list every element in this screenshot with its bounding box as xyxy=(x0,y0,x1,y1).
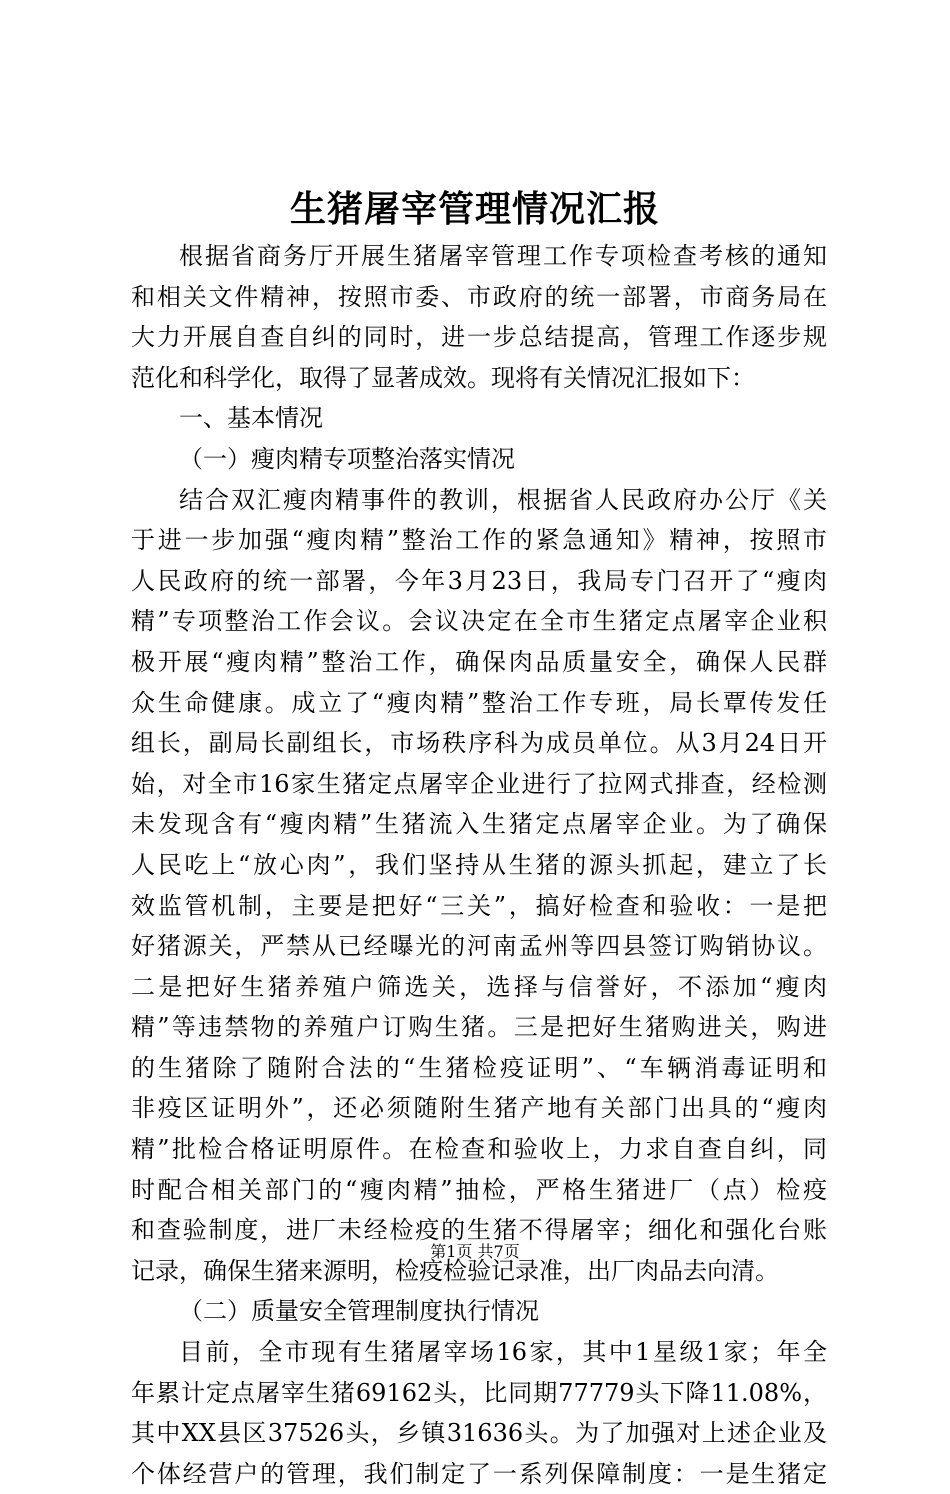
paragraph-line: 于进一步加强“瘦肉精”整治工作的紧急通知》精神，按照市 xyxy=(131,526,827,555)
document-body xyxy=(131,236,827,1494)
subsection-heading: （二）质量安全管理制度执行情况 xyxy=(179,1297,539,1326)
paragraph-line: 众生命健康。成立了“瘦肉精”整治工作专班，局长覃传发任 xyxy=(131,688,827,717)
paragraph-line: 年累计定点屠宰生猪69162头，比同期77779头下降11.08%， xyxy=(131,1378,827,1407)
paragraph-line: 人民政府的统一部署，今年3月23日，我局专门召开了“瘦肉 xyxy=(131,566,827,595)
paragraph-line: 效监管机制，主要是把好“三关”，搞好检查和验收：一是把 xyxy=(131,891,827,920)
document-title: 生猪屠宰管理情况汇报 xyxy=(289,188,660,230)
paragraph-line: 极开展“瘦肉精”整治工作，确保肉品质量安全，确保人民群 xyxy=(131,647,827,676)
paragraph-line: 大力开展自查自纠的同时，进一步总结提高，管理工作逐步规 xyxy=(131,323,827,352)
paragraph-line: 记录，确保生猪来源明，检疫检验记录准，出厂肉品去向清。 xyxy=(131,1256,779,1285)
paragraph-line: 非疫区证明外”，还必须随附生猪产地有关部门出具的“瘦肉 xyxy=(131,1094,827,1123)
paragraph-line: 范化和科学化，取得了显著成效。现将有关情况汇报如下： xyxy=(131,363,755,392)
paragraph-line: 人民吃上“放心肉”，我们坚持从生猪的源头抓起，建立了长 xyxy=(131,850,827,879)
paragraph-line: 和相关文件精神，按照市委、市政府的统一部署，市商务局在 xyxy=(131,282,827,311)
paragraph-line: 精”等违禁物的养殖户订购生猪。三是把好生猪购进关，购进 xyxy=(131,1013,827,1042)
paragraph-line: 时配合相关部门的“瘦肉精”抽检，严格生猪进厂（点）检疫 xyxy=(131,1175,827,1204)
paragraph-line: 其中XX县区37526头，乡镇31636头。为了加强对上述企业及 xyxy=(131,1419,827,1448)
paragraph-line: 和查验制度，进厂未经检疫的生猪不得屠宰；细化和强化台账 xyxy=(131,1216,827,1245)
paragraph-line: 组长，副局长副组长，市场秩序科为成员单位。从3月24日开 xyxy=(131,729,827,758)
paragraph-line: 好猪源关，严禁从已经曝光的河南孟州等四县签订购销协议。 xyxy=(131,932,827,961)
paragraph-line: 始，对全市16家生猪定点屠宰企业进行了拉网式排查，经检测 xyxy=(131,769,827,798)
subsection-heading: （一）瘦肉精专项整治落实情况 xyxy=(179,444,515,473)
paragraph-line: 的生猪除了随附合法的“生猪检疫证明”、“车辆消毒证明和 xyxy=(131,1053,827,1082)
paragraph-line: 精”批检合格证明原件。在检查和验收上，力求自查自纠，同 xyxy=(131,1135,827,1164)
paragraph-line: 目前，全市现有生猪屠宰场16家，其中1星级1家；年全 xyxy=(179,1338,827,1367)
paragraph-line: 精”专项整治工作会议。会议决定在全市生猪定点屠宰企业积 xyxy=(131,607,827,636)
page-footer: 第1页 共7页 xyxy=(430,1242,520,1261)
paragraph-line: 二是把好生猪养殖户筛选关，选择与信誉好，不添加“瘦肉 xyxy=(131,972,827,1001)
section-heading: 一、基本情况 xyxy=(179,404,323,433)
paragraph-line: 结合双汇瘦肉精事件的教训，根据省人民政府办公厅《关 xyxy=(179,485,827,514)
paragraph-line: 未发现含有“瘦肉精”生猪流入生猪定点屠宰企业。为了确保 xyxy=(131,810,827,839)
paragraph-line: 个体经营户的管理，我们制定了一系列保障制度：一是生猪定 xyxy=(131,1459,827,1488)
paragraph-line: 根据省商务厅开展生猪屠宰管理工作专项检查考核的通知 xyxy=(179,242,827,270)
